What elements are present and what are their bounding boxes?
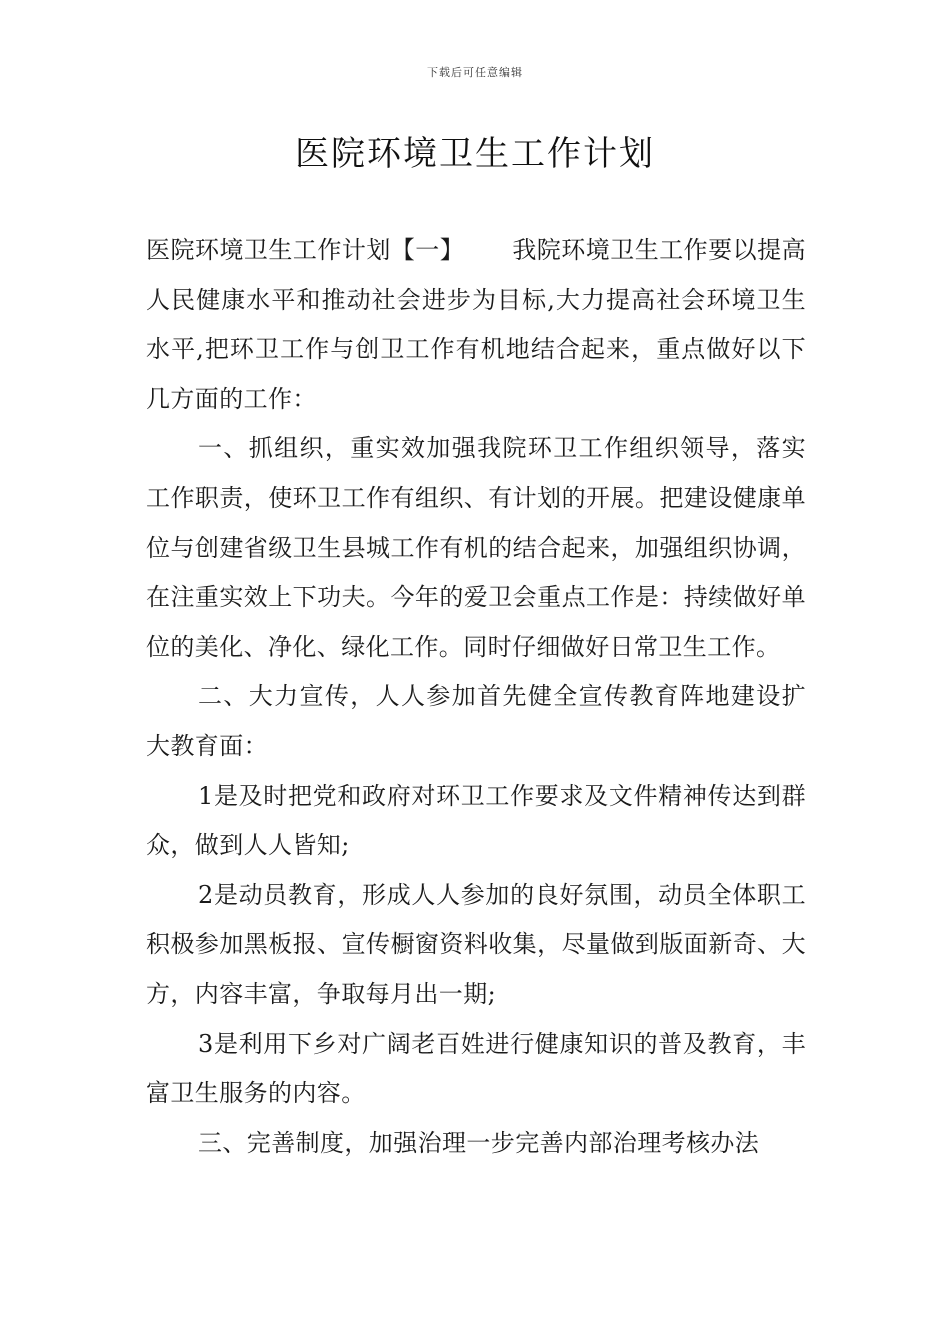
paragraph-lead: 医院环境卫生工作计划【一】 xyxy=(146,236,465,264)
paragraph-section-2: 二、大力宣传，人人参加首先健全宣传教育阵地建设扩大教育面： xyxy=(146,682,806,760)
paragraph-item-3: 3是利用下乡对广阔老百姓进行健康知识的普及教育，丰富卫生服务的内容。 xyxy=(146,1029,806,1108)
paragraph-section-3: 三、完善制度，加强治理一步完善内部治理考核办法 xyxy=(198,1128,760,1157)
header-note: 下载后可任意编辑 xyxy=(427,66,523,79)
document-title: 医院环境卫生工作计划 xyxy=(295,134,655,174)
paragraph-intro xyxy=(146,226,806,424)
paragraph-item-1: 1是及时把党和政府对环卫工作要求及文件精神传达到群众，做到人人皆知; xyxy=(146,781,806,860)
document-body xyxy=(146,226,806,1168)
paragraph-section-1: 一、抓组织，重实效加强我院环卫工作组织领导，落实工作职责，使环卫工作有组织、有计划的开展。把建设健康单位与创建省级卫生县城工作有机的结合起来，加强组织协调，在注重实效上下功夫。今年的爱卫会重点工作是：持续做好单位的美化、净化、绿化工作。同时仔细做好日常卫生工作。 xyxy=(146,434,806,661)
paragraph-item-2: 2是动员教育，形成人人参加的良好氛围，动员全体职工积极参加黑板报、宣传橱窗资料收集，尽量做到版面新奇、大方，内容丰富，争取每月出一期; xyxy=(146,880,806,1008)
paragraph-text: 我院环境卫生工作要以提高人民健康水平和推动社会进步为目标,大力提高社会环境卫生水平,把环卫工作与创卫工作有机地结合起来，重点做好以下几方面的工作： xyxy=(146,236,806,413)
